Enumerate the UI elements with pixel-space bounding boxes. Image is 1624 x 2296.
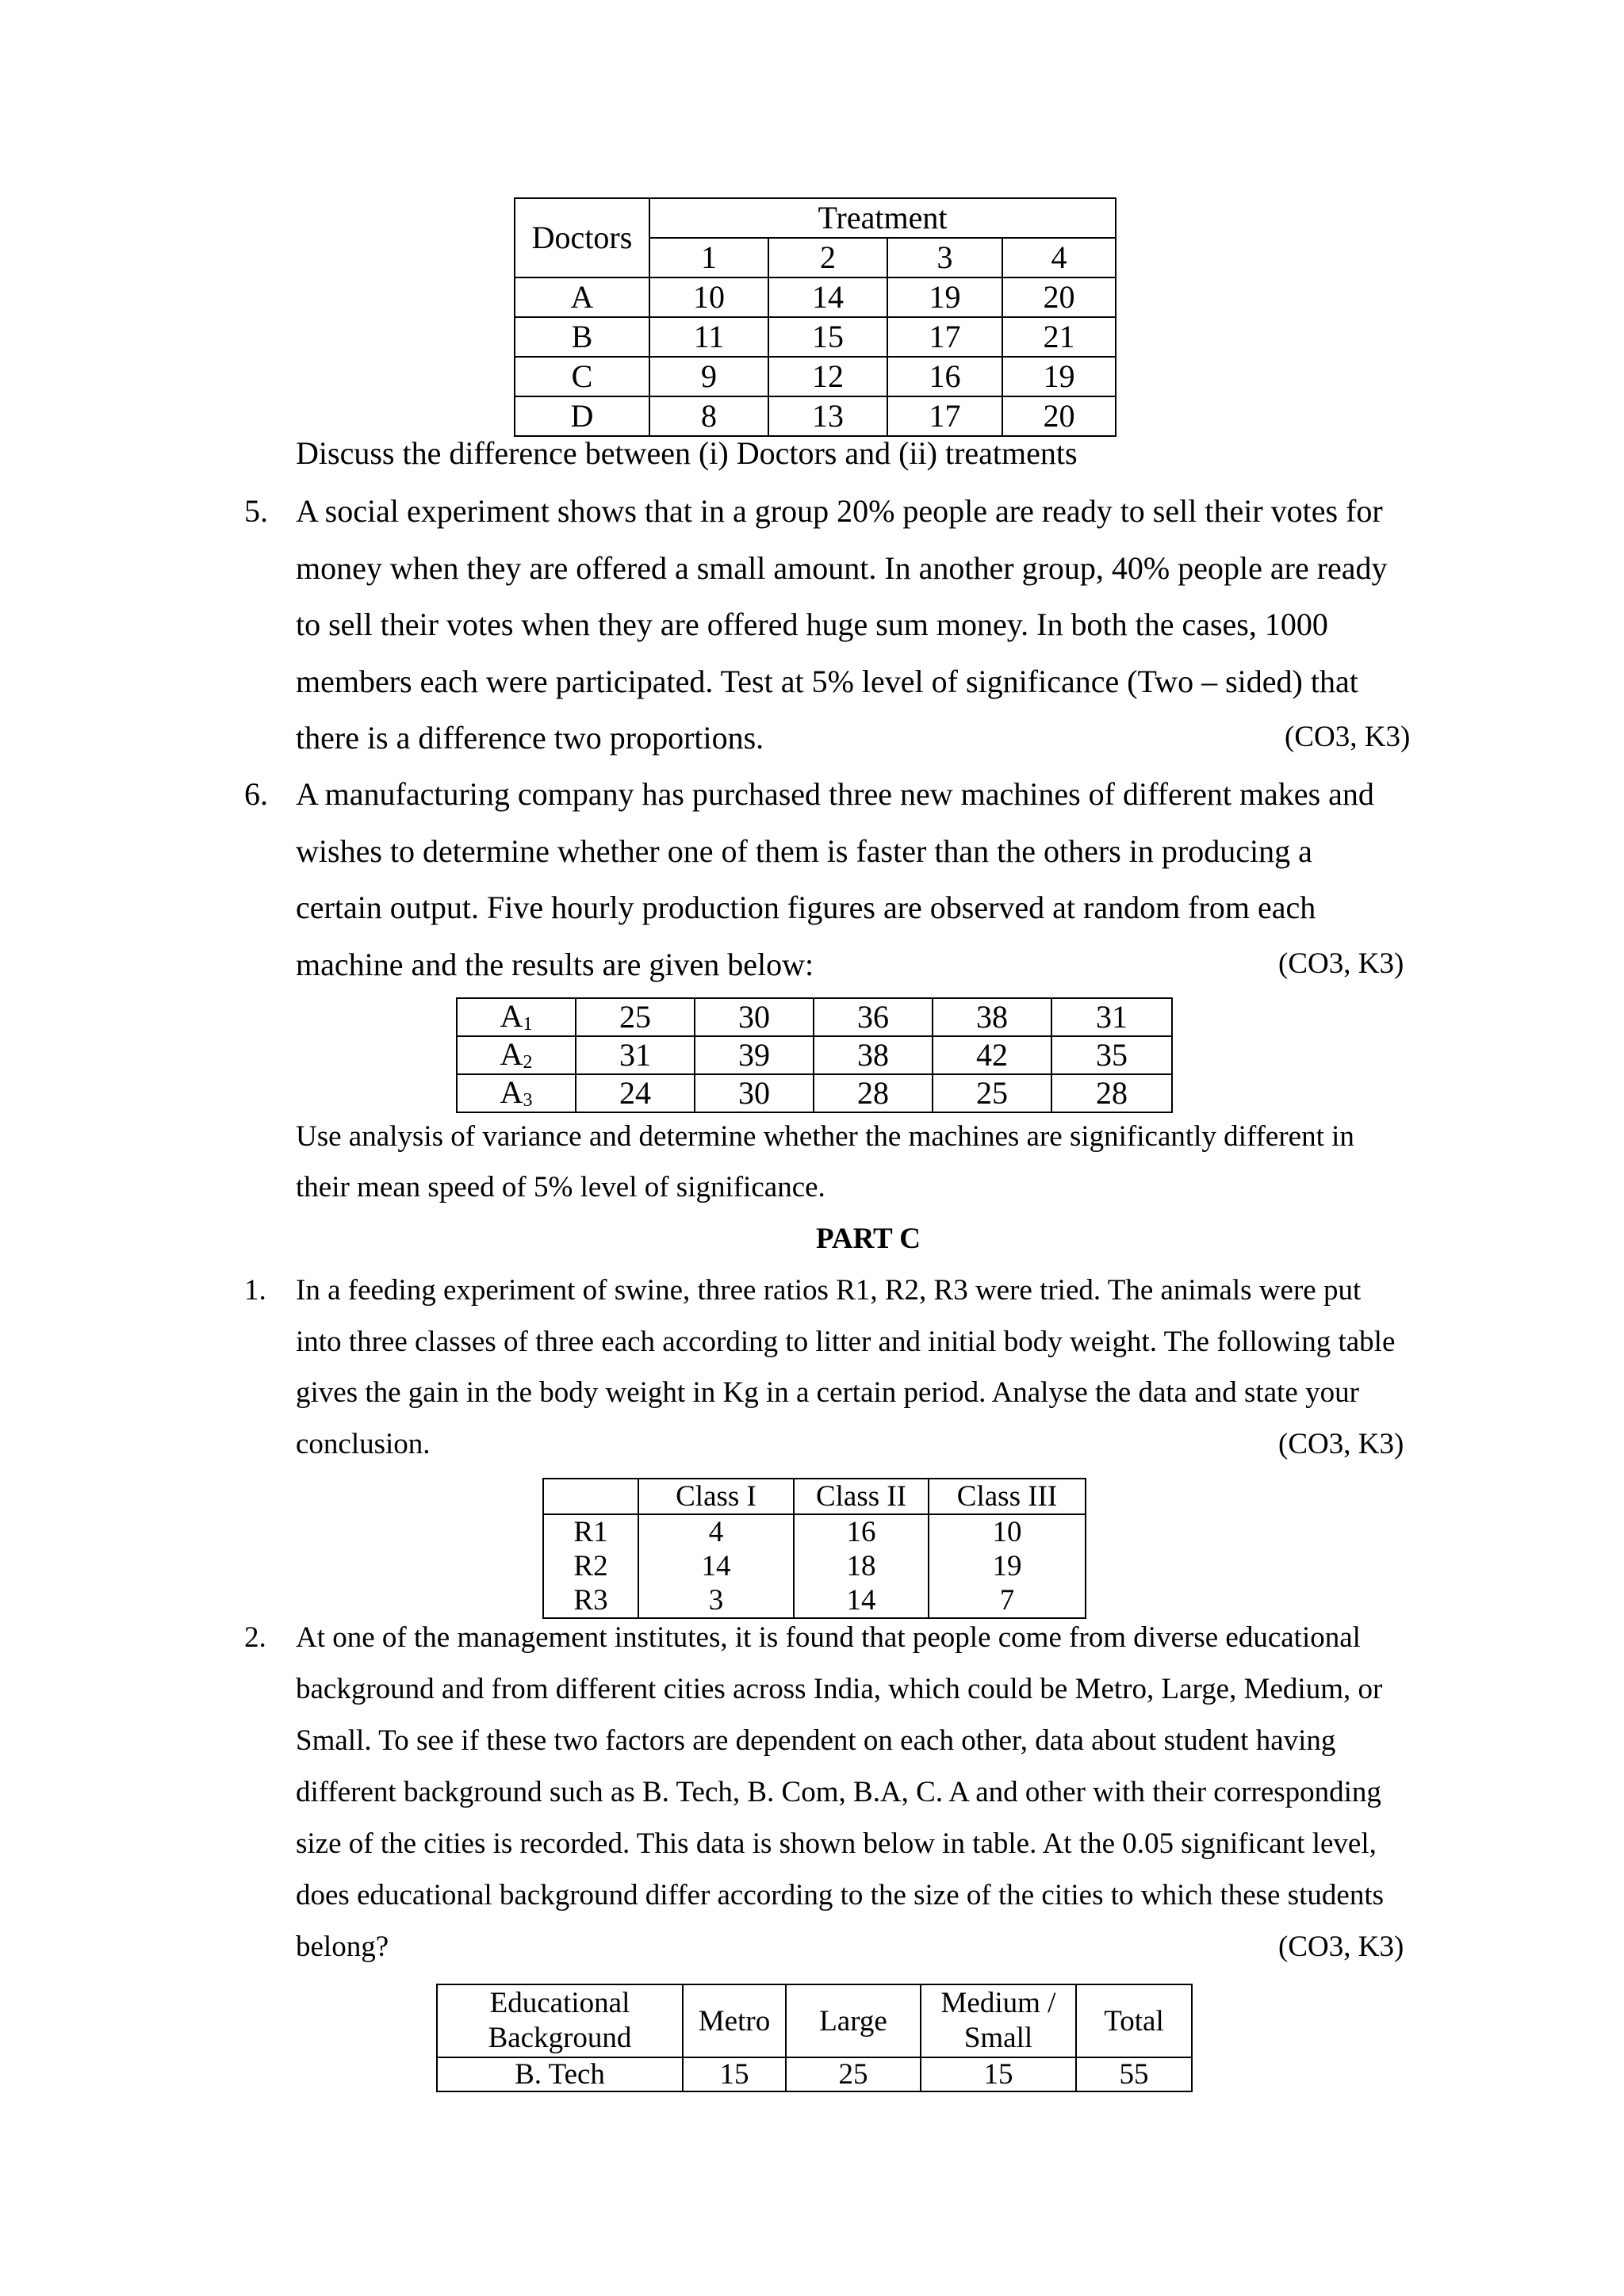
- education-table: [436, 1984, 1193, 2092]
- machine-label: $A_2$: [457, 1036, 576, 1074]
- swine-header-class-2: Class II: [794, 1479, 929, 1514]
- cell: 25: [576, 998, 695, 1036]
- c1-line-4: conclusion.: [296, 1428, 431, 1460]
- row-label: A: [515, 277, 649, 317]
- c2-line-6: does educational background differ according to the size of the cities to which these students: [296, 1879, 1384, 1911]
- c1-co-marker: (CO3, K3): [1278, 1428, 1404, 1460]
- question-number: 2.: [244, 1621, 266, 1654]
- doctors-treatment-table: [514, 197, 1116, 437]
- c1-line-2: into three classes of three each according to litter and initial body weight. The following table: [296, 1326, 1396, 1358]
- machines-table: [456, 997, 1173, 1113]
- table-row: [543, 1514, 1086, 1549]
- corner-doctors: Doctors: [515, 198, 649, 277]
- cell: 15: [921, 2057, 1076, 2091]
- cell: 31: [1051, 998, 1172, 1036]
- cell: 14: [768, 277, 887, 317]
- table-row: [543, 1583, 1086, 1618]
- c2-co-marker: (CO3, K3): [1278, 1931, 1404, 1963]
- cell: 42: [933, 1036, 1051, 1074]
- cell: 19: [929, 1549, 1086, 1583]
- cell: 36: [814, 998, 933, 1036]
- cell: 20: [1002, 277, 1116, 317]
- q5-line-3: to sell their votes when they are offered huge sum money. In both the cases, 1000: [296, 607, 1328, 642]
- cell: 3: [638, 1583, 794, 1618]
- cell: 30: [695, 998, 814, 1036]
- cell: 17: [887, 396, 1002, 436]
- swine-header-class-1: Class I: [638, 1479, 794, 1514]
- cell: 39: [695, 1036, 814, 1074]
- cell: 14: [794, 1583, 929, 1618]
- table-row: [457, 1074, 1172, 1112]
- swine-header-class-3: Class III: [929, 1479, 1086, 1514]
- cell: 21: [1002, 317, 1116, 357]
- cell: 13: [768, 396, 887, 436]
- c2-line-5: size of the cities is recorded. This data is shown below in table. At the 0.05 significant level,: [296, 1827, 1377, 1860]
- row-label: R3: [543, 1583, 638, 1618]
- c2-line-7: belong?: [296, 1931, 389, 1963]
- table-row: [515, 357, 1116, 396]
- treatment-col-4: 4: [1002, 238, 1116, 277]
- cell: 24: [576, 1074, 695, 1112]
- swine-table: [542, 1478, 1086, 1619]
- cell: 28: [814, 1074, 933, 1112]
- header-large: Large: [786, 1984, 921, 2057]
- row-label: D: [515, 396, 649, 436]
- q6-co-marker: (CO3, K3): [1278, 947, 1404, 980]
- table-row: [457, 1036, 1172, 1074]
- q6-line-4: machine and the results are given below:: [296, 947, 814, 982]
- header-educational-background: Educational Background: [437, 1984, 683, 2057]
- treatment-col-1: 1: [649, 238, 768, 277]
- cell: 38: [933, 998, 1051, 1036]
- cell: 31: [576, 1036, 695, 1074]
- cell: 15: [683, 2057, 786, 2091]
- table-row: [437, 2057, 1192, 2091]
- q5-line-5: there is a difference two proportions.: [296, 720, 764, 756]
- c1-line-1: In a feeding experiment of swine, three ratios R1, R2, R3 were tried. The animals were put: [296, 1274, 1362, 1307]
- q6-after-line-1: Use analysis of variance and determine whether the machines are significantly different in: [296, 1120, 1354, 1153]
- question-number: 1.: [244, 1274, 266, 1307]
- row-label: B: [515, 317, 649, 357]
- cell: 35: [1051, 1036, 1172, 1074]
- machine-label: $A_1$: [457, 998, 576, 1036]
- c2-line-1: At one of the management institutes, it is found that people come from diverse educational: [296, 1621, 1361, 1654]
- cell: 4: [638, 1514, 794, 1549]
- cell: 8: [649, 396, 768, 436]
- cell: 38: [814, 1036, 933, 1074]
- question-number: 6.: [244, 776, 268, 812]
- q5-line-1: A social experiment shows that in a group 20% people are ready to sell their votes for: [296, 493, 1383, 529]
- q5-line-2: money when they are offered a small amount. In another group, 40% people are ready: [296, 550, 1388, 586]
- cell: 30: [695, 1074, 814, 1112]
- cell: 9: [649, 357, 768, 396]
- q6-line-3: certain output. Five hourly production figures are observed at random from each: [296, 890, 1316, 925]
- cell: 28: [1051, 1074, 1172, 1112]
- cell: 16: [794, 1514, 929, 1549]
- treatment-col-2: 2: [768, 238, 887, 277]
- header-total: Total: [1076, 1984, 1192, 2057]
- cell: 16: [887, 357, 1002, 396]
- cell: 20: [1002, 396, 1116, 436]
- cell: 14: [638, 1549, 794, 1583]
- row-label: R1: [543, 1514, 638, 1549]
- cell: 7: [929, 1583, 1086, 1618]
- table-row: [457, 998, 1172, 1036]
- c1-line-3: gives the gain in the body weight in Kg in a certain period. Analyse the data and state your: [296, 1376, 1359, 1409]
- q5-co-marker: (CO3, K3): [1285, 721, 1411, 753]
- treatment-header: Treatment: [649, 198, 1116, 238]
- machine-label: $A_3$: [457, 1074, 576, 1112]
- row-label: C: [515, 357, 649, 396]
- c2-line-3: Small. To see if these two factors are dependent on each other, data about student having: [296, 1724, 1336, 1757]
- q6-line-2: wishes to determine whether one of them is faster than the others in producing a: [296, 833, 1312, 869]
- cell: 11: [649, 317, 768, 357]
- q6-after-line-2: their mean speed of 5% level of significance.: [296, 1171, 825, 1203]
- cell: 17: [887, 317, 1002, 357]
- row-label: R2: [543, 1549, 638, 1583]
- cell: 18: [794, 1549, 929, 1583]
- table-row: [515, 317, 1116, 357]
- cell: 25: [933, 1074, 1051, 1112]
- cell: 12: [768, 357, 887, 396]
- cell: 15: [768, 317, 887, 357]
- c2-line-4: different background such as B. Tech, B. Com, B.A, C. A and other with their corresponding: [296, 1776, 1381, 1808]
- table-row: [543, 1549, 1086, 1583]
- q5-line-4: members each were participated. Test at 5% level of significance (Two – sided) that: [296, 664, 1358, 699]
- header-metro: Metro: [683, 1984, 786, 2057]
- table-row: [515, 277, 1116, 317]
- part-c-heading: PART C: [816, 1223, 921, 1255]
- cell: 55: [1076, 2057, 1192, 2091]
- cell: 10: [649, 277, 768, 317]
- cell: 25: [786, 2057, 921, 2091]
- cell: 19: [1002, 357, 1116, 396]
- cell: 19: [887, 277, 1002, 317]
- c2-line-2: background and from different cities across India, which could be Metro, Large, Medium, or: [296, 1673, 1383, 1705]
- table-row: [515, 396, 1116, 436]
- treatment-col-3: 3: [887, 238, 1002, 277]
- swine-header-blank: [543, 1479, 638, 1514]
- row-label: B. Tech: [437, 2057, 683, 2091]
- header-medium-small: Medium / Small: [921, 1984, 1076, 2057]
- cell: 10: [929, 1514, 1086, 1549]
- q6-line-1: A manufacturing company has purchased three new machines of different makes and: [296, 776, 1374, 812]
- question-number: 5.: [244, 493, 268, 529]
- q4-discuss-text: Discuss the difference between (i) Doctors and (ii) treatments: [296, 435, 1078, 471]
